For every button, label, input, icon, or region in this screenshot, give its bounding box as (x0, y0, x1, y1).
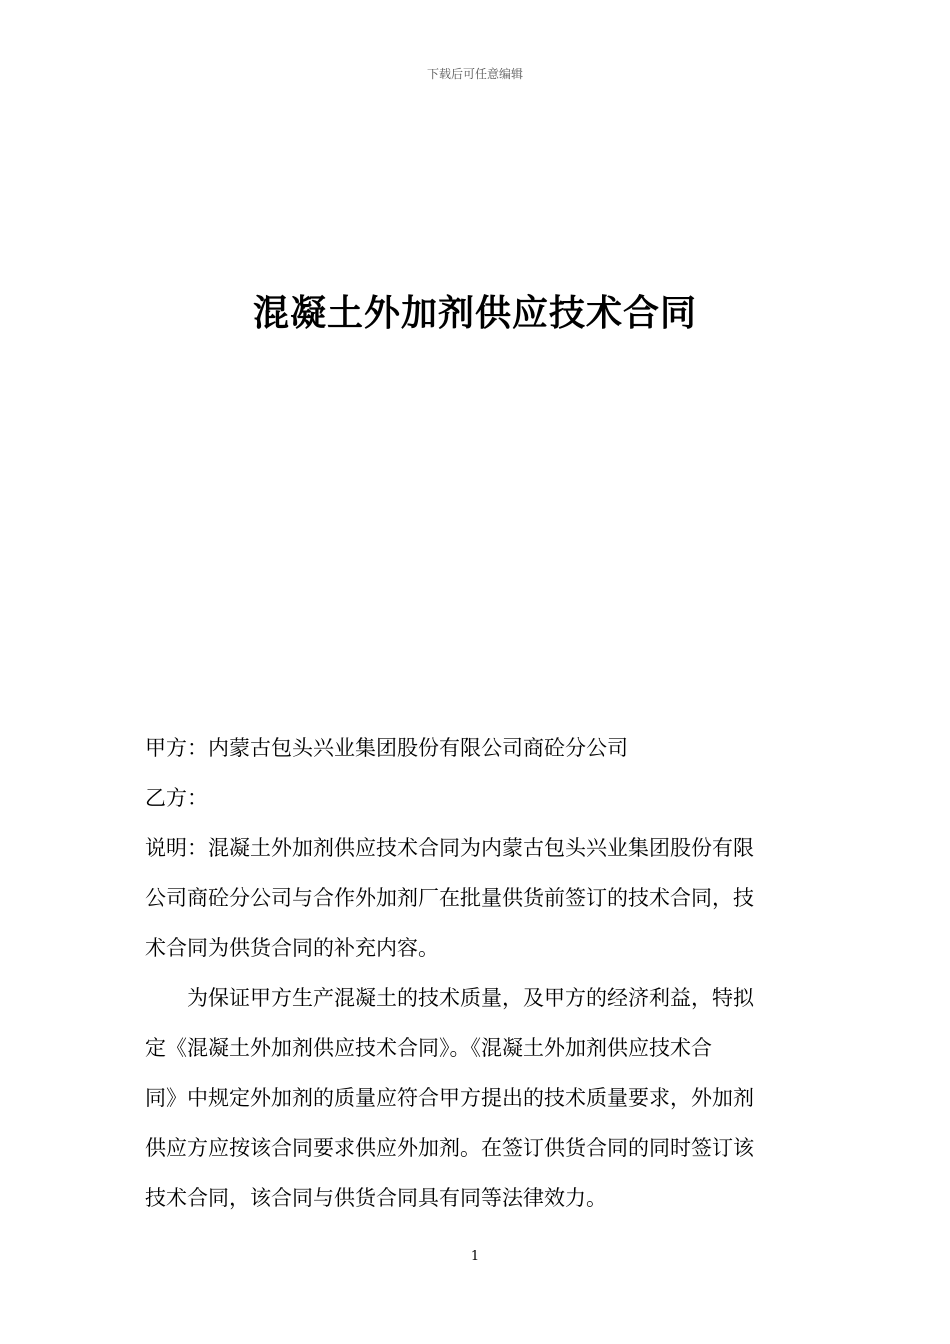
header-note: 下载后可任意编辑 (426, 67, 523, 81)
page-number: 1 (470, 1249, 480, 1264)
paragraph-line: 同》中规定外加剂的质量应符合甲方提出的技术质量要求，外加剂 (145, 1086, 754, 1110)
paragraph-line: 技术合同，该合同与供货合同具有同等法律效力。 (145, 1186, 607, 1210)
document-title: 混凝土外加剂供应技术合同 (252, 293, 697, 334)
explanation-line: 公司商砼分公司与合作外加剂厂在批量供货前签订的技术合同，技 (145, 886, 754, 910)
party-b-line: 乙方： (145, 786, 208, 810)
explanation-line: 术合同为供货合同的补充内容。 (145, 936, 439, 960)
paragraph-line: 供应方应按该合同要求供应外加剂。在签订供货合同的同时签订该 (145, 1136, 754, 1160)
paragraph-line: 定《混凝土外加剂供应技术合同》。《混凝土外加剂供应技术合 (145, 1036, 712, 1060)
paragraph-line: 为保证甲方生产混凝土的技术质量，及甲方的经济利益，特拟 (187, 986, 754, 1010)
party-a-line: 甲方：内蒙古包头兴业集团股份有限公司商砼分公司 (145, 736, 628, 760)
explanation-line: 说明：混凝土外加剂供应技术合同为内蒙古包头兴业集团股份有限 (145, 836, 754, 860)
contract-body (145, 723, 807, 1223)
